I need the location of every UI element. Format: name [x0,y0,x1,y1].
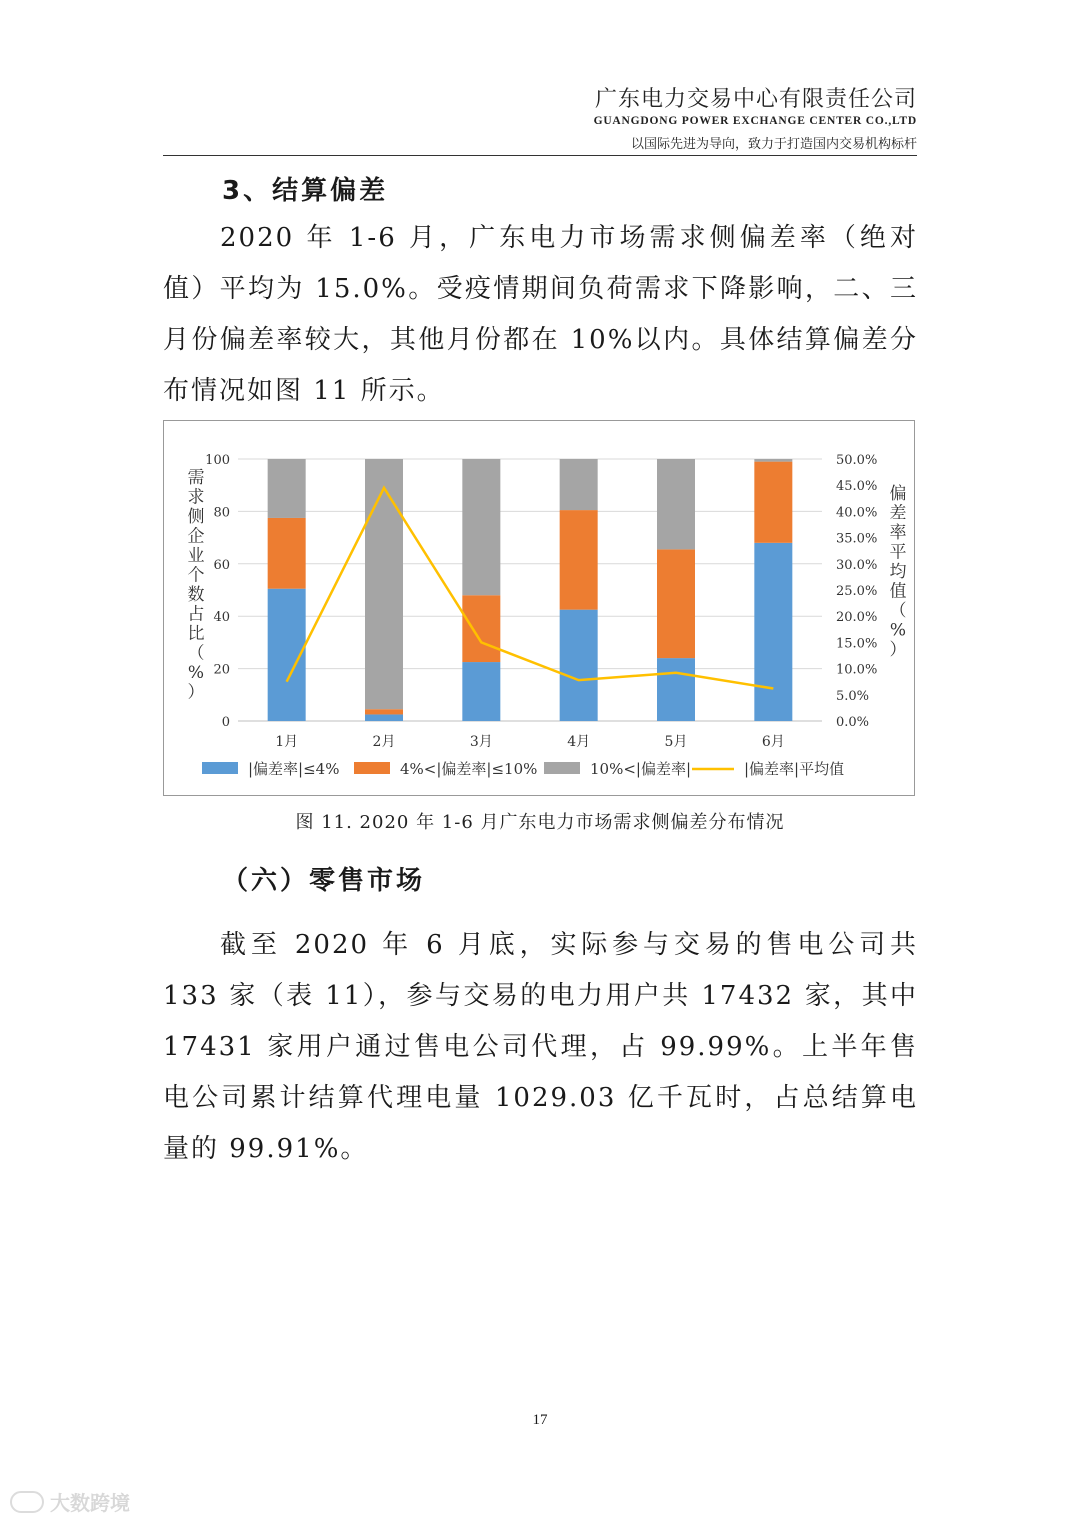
legend-label: 4%<|偏差率|≤10% [400,760,538,778]
y-tick-label: 100 [205,453,230,468]
y-tick-label: 0 [221,715,230,730]
y2-tick-label: 10.0% [836,662,878,678]
legend-label: |偏差率|≤4% [248,760,340,778]
bar-segment [754,462,792,543]
watermark-text: 大数跨境 [50,1491,130,1515]
y-tick-label: 20 [213,662,230,678]
y2-tick-label: 45.0% [836,479,878,495]
y2-tick-label: 35.0% [836,531,878,547]
y-tick-label: 60 [213,557,230,573]
bar-segment [754,543,792,721]
y2-tick-label: 25.0% [836,584,878,599]
bar-segment [365,459,403,709]
subsection-paragraph: 截至 2020 年 6 月底，实际参与交易的售电公司共 133 家（表 11），参与交易的电力用户共 17432 家，其中 17431 家用户通过售电公司代理，占 99.99%。上半年售电公司累计结算代理电量 1029.03 亿千瓦时，占总结算电量的 99.91%。 [163,930,918,1164]
y-tick-label: 40 [213,610,230,626]
y2-tick-label: 15.0% [836,636,878,652]
bar-segment [365,714,403,721]
y2-tick-label: 20.0% [836,610,878,626]
x-tick-label: 5月 [664,734,688,750]
bar-segment [462,662,500,721]
watermark-logo-icon [10,1491,44,1513]
legend-swatch [544,762,580,774]
legend-swatch [202,762,238,774]
bar-segment [462,595,500,662]
x-tick-label: 6月 [761,734,785,750]
x-tick-label: 3月 [469,734,493,750]
y2-tick-label: 0.0% [836,715,870,730]
y-tick-label: 80 [213,505,230,521]
bar-segment [365,709,403,714]
stacked-bar-chart [164,421,913,794]
chart-frame [163,420,915,796]
legend-swatch [354,762,390,774]
section-heading: 3、结算偏差 [222,176,389,206]
bar-segment [657,459,695,549]
x-tick-label: 2月 [372,734,396,750]
bar-segment [268,459,306,518]
bar-segment [560,459,598,510]
legend-label: |偏差率|平均值 [744,760,845,778]
bar-segment [560,610,598,721]
y2-tick-label: 40.0% [836,505,878,521]
bar-segment [268,518,306,589]
y2-tick-label: 50.0% [836,453,878,468]
bar-segment [754,459,792,462]
average-line [287,488,774,689]
legend-label: 10%<|偏差率| [590,760,692,778]
watermark [10,1487,130,1516]
subsection-heading: （六）零售市场 [222,866,426,896]
header-divider [163,155,917,156]
figure-caption: 图 11. 2020 年 1-6 月广东电力市场需求侧偏差分布情况 [295,812,785,833]
y2-tick-label: 5.0% [836,688,870,704]
section-paragraph: 2020 年 1-6 月，广东电力市场需求侧偏差率（绝对值）平均为 15.0%。受疫情期间负荷需求下降影响，二、三月份偏差率较大，其他月份都在 10%以内。具体结算偏差分布情况如图 11 所示。 [163,223,918,406]
y2-axis-title: 偏差率平均值（%） [889,484,907,660]
y2-tick-label: 30.0% [836,557,878,573]
bar-segment [560,510,598,610]
page-number: 17 [532,1412,548,1428]
y-axis-title: 需求侧企业个数占比（%） [187,468,205,703]
bar-segment [462,459,500,595]
x-tick-label: 1月 [275,734,299,750]
company-name-cn: 广东电力交易中心有限责任公司 [594,87,917,112]
x-tick-label: 4月 [567,734,591,750]
bar-segment [657,658,695,721]
company-slogan: 以国际先进为导向，致力于打造国内交易机构标杆 [630,137,917,152]
bar-segment [657,549,695,658]
company-name-en: GUANGDONG POWER EXCHANGE CENTER CO.,LTD [593,115,917,127]
